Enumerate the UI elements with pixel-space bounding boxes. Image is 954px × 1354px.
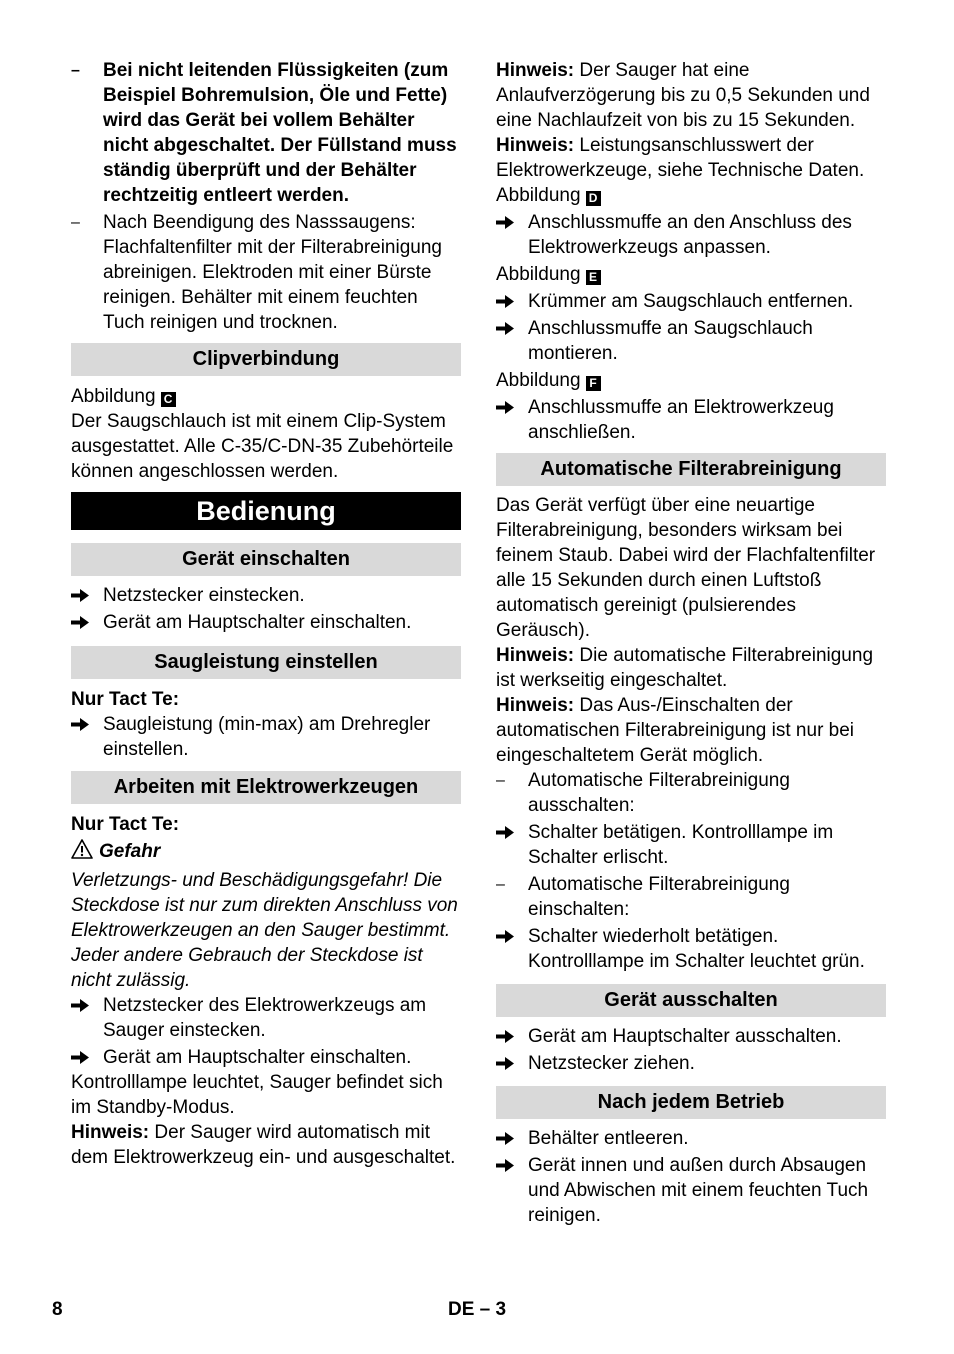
step-press-switch: Schalter betätigen. Kontrolllampe im Schalter erlischt. [496,820,886,870]
step-main-switch-on: Gerät am Hauptschalter einschalten. [71,610,461,635]
figure-ref-f: Abbildung F [496,368,886,393]
arrow-right-icon [71,583,91,608]
step-mount-sleeve: Anschlussmuffe an Saugschlauch montieren. [496,316,886,366]
warning-nonconductive: – Bei nicht leitenden Flüssigkeiten (zum Beispiel Bohremulsion, Öle und Fette) wird das Gerät bei vollem Behälter nicht abgeschaltet. Der Füllstand muss ständig überprüft und der Behälter rechtzeitig entleert werden. [71,58,461,208]
arrow-right-icon [496,395,516,420]
danger-label: Gefahr [71,839,461,864]
step-press-switch-again: Schalter wiederholt betätigen. Kontrolllampe im Schalter leuchtet grün. [496,924,886,974]
figure-ref-c [71,384,461,409]
step-main-switch-off: Gerät am Hauptschalter ausschalten. [496,1024,886,1049]
section-title-bedienung: Bedienung [71,492,461,530]
figure-d-icon: D [586,191,601,206]
arrow-right-icon [496,1126,516,1151]
tools-only-note: Nur Tact Te: [71,814,180,835]
heading-clipverbindung: Clipverbindung [71,343,461,376]
figure-label: Abbildung [71,386,156,407]
hint-auto-switch: Hinweis: Der Sauger wird automatisch mit dem Elektrowerkzeug ein- und ausgeschaltet. [71,1122,456,1168]
step-unplug: Netzstecker ziehen. [496,1051,886,1076]
arrow-right-icon [71,712,91,737]
left-column [71,58,461,1170]
figure-ref-d: Abbildung D [496,183,886,208]
clip-description: Der Saugschlauch ist mit einem Clip-System ausgestattet. Alle C-35/C-DN-35 Zubehörteile können angeschlossen werden. [71,411,454,482]
auto-filter-off: – Automatische Filterabreinigung ausschalten: [496,768,886,818]
standby-text: Kontrolllampe leuchtet, Sauger befindet sich im Standby-Modus. [71,1072,443,1118]
arrow-right-icon [496,820,516,845]
arrow-right-icon [496,924,516,949]
step-plug-tool: Netzstecker des Elektrowerkzeugs am Sauger einstecken. [71,993,461,1043]
arrow-right-icon [496,1153,516,1178]
arrow-right-icon [496,1024,516,1049]
heading-geraet-ausschalten: Gerät ausschalten [496,984,886,1017]
step-suction-adjust: Saugleistung (min-max) am Drehregler einstellen. [71,712,461,762]
page-number: 8 [52,1299,63,1320]
arrow-right-icon [496,1051,516,1076]
heading-nach-jedem-betrieb: Nach jedem Betrieb [496,1086,886,1119]
page-code: DE – 3 [448,1299,507,1320]
figure-c-icon: C [161,392,176,407]
hint-on-off: Hinweis: Das Aus-/Einschalten der automatischen Filterabreinigung ist nur bei eingeschaltetem Gerät möglich. [496,695,855,766]
arrow-right-icon [71,1045,91,1070]
heading-auto-filter: Automatische Filterabreinigung [496,453,886,486]
arrow-right-icon [496,210,516,235]
figure-e-icon: E [586,270,601,285]
hint-factory-on: Hinweis: Die automatische Filterabreinigung ist werkseitig eingeschaltet. [496,645,874,691]
step-fit-sleeve: Anschlussmuffe an den Anschluss des Elektrowerkzeugs anpassen. [496,210,886,260]
step-tool-switch-on: Gerät am Hauptschalter einschalten. [71,1045,461,1070]
heading-geraet-einschalten: Gerät einschalten [71,543,461,576]
step-remove-bend: Krümmer am Saugschlauch entfernen. [496,289,886,314]
step-clean-device: Gerät innen und außen durch Absaugen und Abwischen mit einem feuchten Tuch reinigen. [496,1153,886,1228]
step-empty-container: Behälter entleeren. [496,1126,886,1151]
arrow-right-icon [71,993,91,1018]
warning-triangle-icon [71,839,93,859]
suction-only-note: Nur Tact Te: [71,689,180,710]
arrow-right-icon [496,316,516,341]
arrow-right-icon [496,289,516,314]
hint-power: Hinweis: Leistungsanschlusswert der Elektrowerkzeuge, siehe Technische Daten. [496,135,865,181]
auto-filter-description: Das Gerät verfügt über eine neuartige Filterabreinigung, besonders wirksam bei feinem Staub. Dabei wird der Flachfaltenfilter alle 15 Sekunden durch einen Luftstoß automatisch gereinigt (pulsierendes Geräusch). [496,495,876,641]
arrow-right-icon [71,610,91,635]
auto-filter-on: – Automatische Filterabreinigung einschalten: [496,872,886,922]
heading-saugleistung: Saugleistung einstellen [71,646,461,679]
heading-elektrowerkzeuge: Arbeiten mit Elektrowerkzeugen [71,771,461,804]
figure-f-icon: F [586,376,601,391]
danger-text: Verletzungs- und Beschädigungsgefahr! Die Steckdose ist nur zum direkten Anschluss von Elektrowerkzeugen an den Sauger bestimmt. Jeder andere Gebrauch der Steckdose ist nicht zulässig. [71,870,458,991]
after-wet-cleaning: – Nach Beendigung des Nasssaugens: Flachfaltenfilter mit der Filterabreinigung abreinigen. Elektroden mit einer Bürste reinigen. Behälter mit einem feuchten Tuch reinigen und trocknen. [71,210,461,335]
step-plug-in: Netzstecker einstecken. [71,583,461,608]
hint-delay: Hinweis: Der Sauger hat eine Anlaufverzögerung bis zu 0,5 Sekunden und eine Nachlaufzeit von bis zu 15 Sekunden. [496,60,870,131]
right-column [496,58,886,1228]
step-connect-tool: Anschlussmuffe an Elektrowerkzeug anschließen. [496,395,886,445]
figure-ref-e: Abbildung E [496,262,886,287]
